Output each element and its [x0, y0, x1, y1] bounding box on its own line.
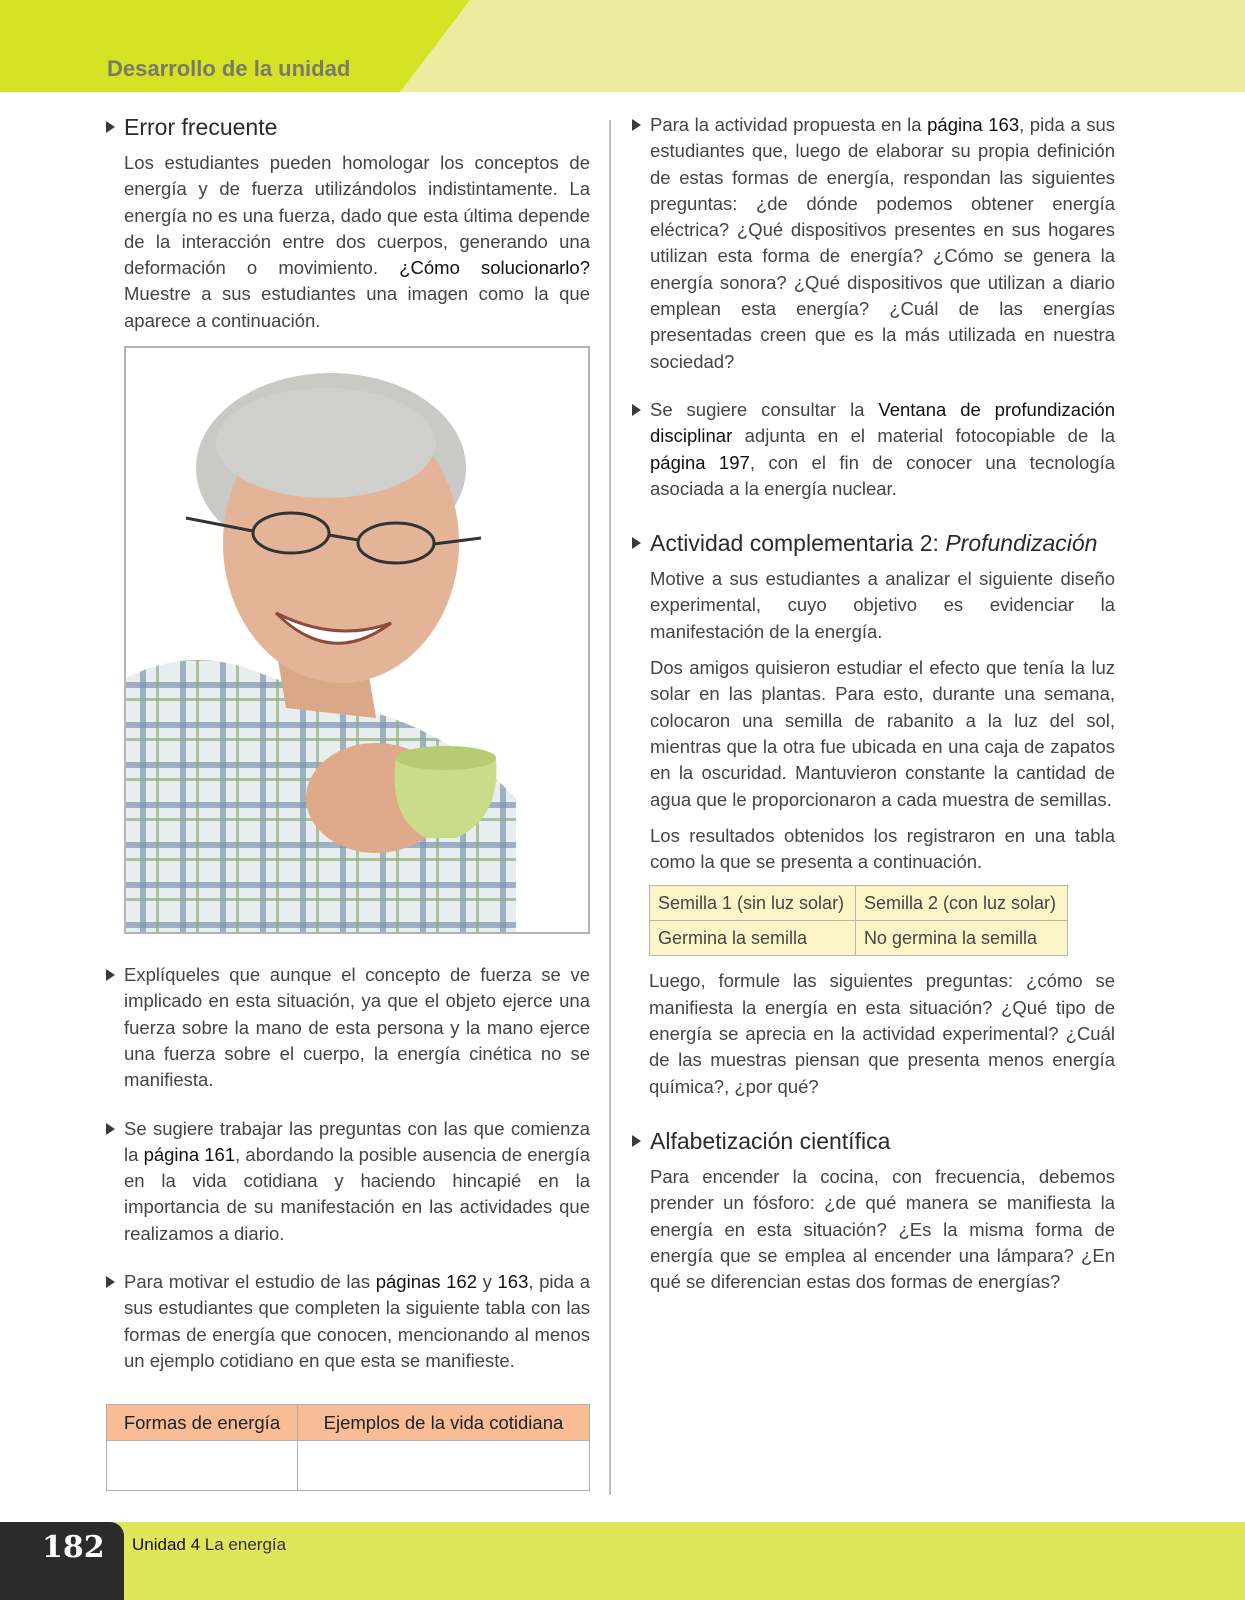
error-text-bold: ¿Cómo solucionarlo? [399, 257, 590, 279]
man-with-cup-illustration [126, 348, 590, 934]
text-span: Para motivar el estudio de las [124, 1271, 371, 1293]
table-row [650, 921, 1068, 956]
table-cell: Germina la semilla [650, 921, 856, 956]
bullet-ventana [632, 397, 1115, 502]
text-span: , pida a sus estudiantes que completen la siguiente tabla con las formas de energía que conocen, mencionando al menos un ejemplo cotidiano en que esta se manifieste. [124, 1271, 591, 1371]
error-text-2: Muestre a sus estudiantes una imagen como la que aparece a continuación. [124, 283, 590, 331]
error-heading: Error frecuente [124, 114, 278, 140]
bullet-activity-163 [632, 112, 1115, 375]
bullet-activity-163-text [650, 112, 1115, 375]
activity-results-intro: Los resultados obtenidos los registraron en una tabla como la que se presenta a continuación. [650, 824, 1115, 873]
activity-questions [632, 968, 1115, 1099]
bullet-triangle-icon [106, 1123, 115, 1135]
page-number: 182 [42, 1530, 105, 1565]
text-span: Se sugiere trabajar las preguntas con las que comienza la [124, 1117, 590, 1165]
text-span: adjunta en el material fotocopiable de la [744, 425, 1115, 447]
bullet-questions [106, 1116, 590, 1247]
bullet-triangle-icon [632, 537, 641, 549]
seed-results-table [649, 885, 1068, 956]
resource-ref: Ventana de profundización disciplinar [650, 398, 1116, 447]
bullet-explain-text: Explíqueles que aunque el concepto de fuerza se ve implicado en esta situación, ya que el objeto ejerce una fuerza sobre la mano de esta persona y la mano ejerce una fuerza sobre el cuerpo, la energía cinética no se manifiesta. [124, 964, 590, 1091]
unit-label: Unidad 4 [132, 1535, 201, 1554]
right-column [632, 112, 1115, 1295]
text-span: , con el fin de conocer una tecnología asociada a la energía nuclear. [650, 451, 1115, 499]
bullet-triangle-icon [632, 404, 641, 416]
bullet-motivate-text [124, 1269, 590, 1374]
page-ref: página 161 [143, 1143, 236, 1165]
heading-text: Actividad complementaria 2: [650, 530, 939, 557]
page-ref: páginas 162 [375, 1271, 478, 1293]
error-section [106, 112, 590, 334]
page-ref: página 197 [650, 451, 750, 473]
table-cell: No germina la semilla [855, 921, 1067, 956]
bullet-triangle-icon [632, 1135, 641, 1147]
table-header-cell: Formas de energía [107, 1405, 298, 1441]
table-row [107, 1441, 590, 1491]
heading-italic: Profundización [945, 530, 1098, 557]
activity-description: Dos amigos quisieron estudiar el efecto que tenía la luz solar en las plantas. Para esto, durante una semana, colocaron una semilla de rabanito a la luz del sol, mientras que la otra fue ubicada en una caja de zapatos en la oscuridad. Mantuvieron constante la cantidad de agua que le proporcionaron a cada muestra de semillas. [650, 657, 1115, 810]
man-with-cup-photo [124, 346, 590, 934]
bullet-triangle-icon [106, 969, 115, 981]
energy-forms-table [106, 1404, 590, 1491]
page-ref: 163 [497, 1271, 529, 1293]
bullet-explain [106, 962, 590, 1093]
activity-section [632, 528, 1115, 875]
text-span: , abordando la posible ausencia de energía en la vida cotidiana y haciendo hincapié en la importancia de su manifestación en las actividades que realizamos a diario. [124, 1143, 591, 1244]
column-divider [609, 120, 611, 1495]
activity-questions-text: Luego, formule las siguientes preguntas: ¿cómo se manifiesta la energía en esta situación? ¿Qué tipo de energía se aprecia en la actividad experimental? ¿Cuál de las muestras piensan que presenta menos energía química?, ¿por qué? [649, 970, 1115, 1097]
section-title: Desarrollo de la unidad [107, 56, 351, 81]
table-cell-empty[interactable] [297, 1441, 589, 1491]
bullet-triangle-icon [106, 1276, 115, 1288]
table-cell: Semilla 2 (con luz solar) [855, 886, 1067, 921]
bullet-triangle-icon [632, 119, 641, 131]
unit-name: La energía [204, 1535, 287, 1554]
activity-intro: Motive a sus estudiantes a analizar el siguiente diseño experimental, cuyo objetivo es evidenciar la manifestación de la energía. [650, 568, 1115, 642]
page-ref: página 163 [927, 114, 1020, 135]
text-span: , pida a sus estudiantes que, luego de elaborar su propia definición de estas formas de energía, respondan las siguientes preguntas: ¿de dónde podemos obtener energía eléctrica? ¿Qué dispositivos presentes en sus hogares utilizan esta forma de energía? ¿Cómo se genera la energía sonora? ¿Qué dispositivos que utilizan a diario emplean esta energía? ¿Cuál de las energías presentadas creen que es la más utilizada en nuestra sociedad? [650, 114, 1115, 372]
table-header-cell: Ejemplos de la vida cotidiana [297, 1405, 589, 1441]
table-row [650, 886, 1068, 921]
table-cell: Semilla 1 (sin luz solar) [650, 886, 856, 921]
error-text-1: Los estudiantes pueden homologar los conceptos de energía y de fuerza utilizándolos indistintamente. La energía no es una fuerza, dado que esta última depende de la interacción entre dos cuerpos, generando una deformación o movimiento. [124, 152, 590, 279]
text-span: Se sugiere consultar la [650, 398, 865, 420]
error-paragraph [124, 150, 590, 334]
activity-heading [650, 528, 1115, 558]
left-column [106, 112, 590, 1491]
bullet-questions-text [124, 1116, 590, 1247]
text-span: y [482, 1271, 492, 1293]
table-header-row [107, 1405, 590, 1441]
text-span: Para la actividad propuesta en la [650, 114, 922, 135]
bullet-triangle-icon [106, 121, 115, 133]
footer-unit [132, 1535, 286, 1555]
alfabetizacion-heading: Alfabetización científica [650, 1127, 891, 1154]
alfabetizacion-section [632, 1126, 1115, 1295]
alfabetizacion-text: Para encender la cocina, con frecuencia, debemos prender un fósforo: ¿de qué manera se manifiesta la energía en esta situación? ¿Es la misma forma de energía que se emplea al encender una lámpara? ¿En qué se diferencian estas dos formas de energías? [650, 1165, 1115, 1293]
table-cell-empty[interactable] [107, 1441, 298, 1491]
footer-band [0, 1522, 1245, 1600]
bullet-ventana-text [650, 397, 1115, 502]
bullet-motivate [106, 1269, 590, 1374]
